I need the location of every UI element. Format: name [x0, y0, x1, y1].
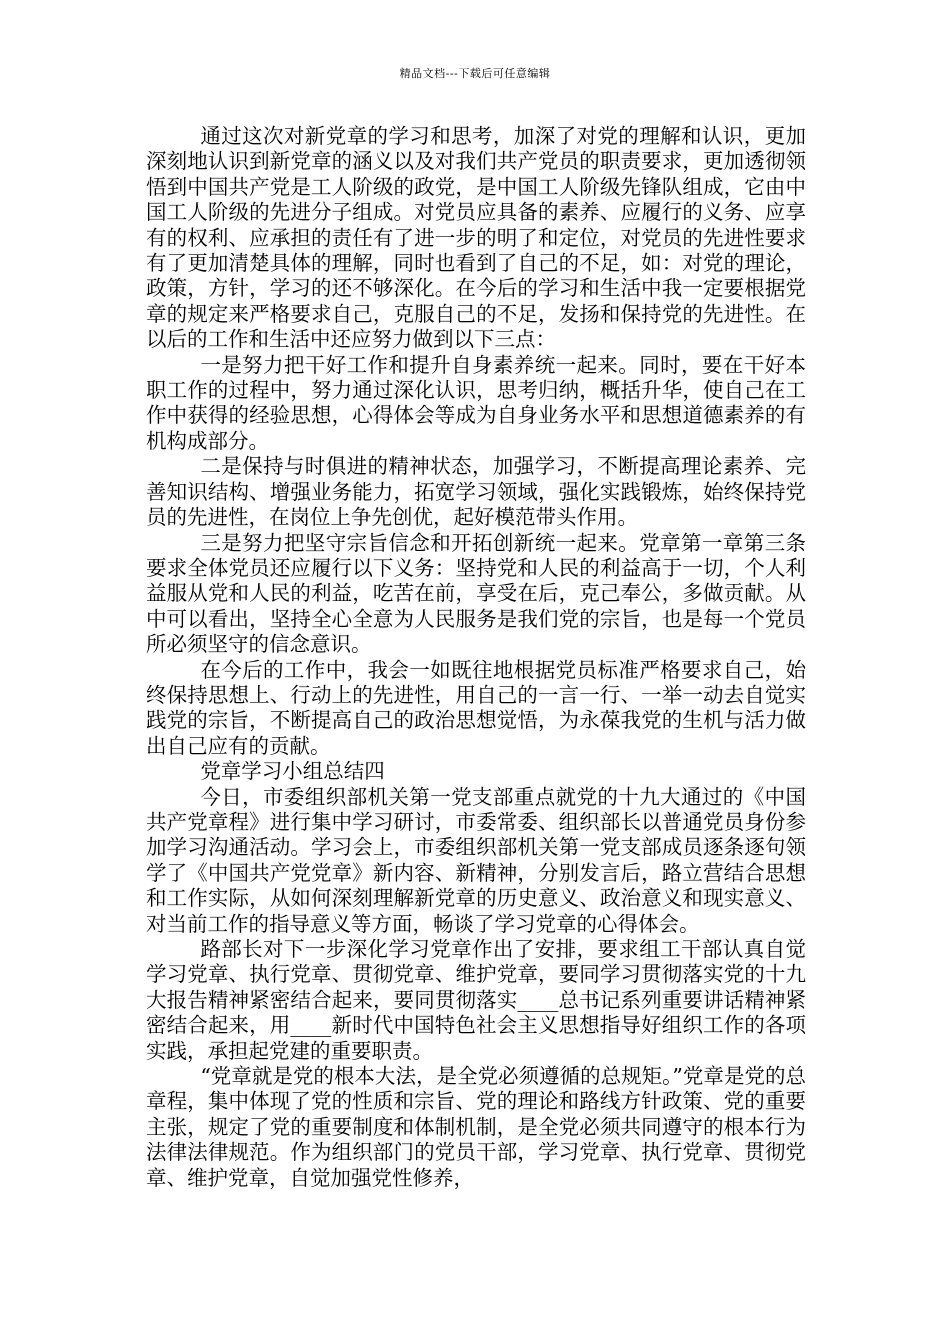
body-paragraph: 今日，市委组织部机关第一党支部重点就党的十九大通过的《中国共产党章程》进行集中学习研讨，市委常委、组织部长以普通党员身份参加学习沟通活动。学习会上，市委组织部机关第一党支部成员逐条逐句领学了《中国共产党党章》新内容、新精神，分别发言后，路立营结合思想和工作实际，从如何深刻理解新党章的历史意义、政治意义和现实意义、对当前工作的指导意义等方面，畅谈了学习党章的心得体会。	[146, 784, 806, 936]
body-paragraph: 三是努力把坚守宗旨信念和开拓创新统一起来。党章第一章第三条要求全体党员还应履行以下义务：坚持党和人民的利益高于一切，个人利益服从党和人民的利益，吃苦在前，享受在后，克己奉公，多做贡献。从中可以看出，坚持全心全意为人民服务是我们党的宗旨，也是每一个党员所必须坚守的信念意识。	[146, 530, 806, 657]
document-body	[146, 124, 806, 1191]
body-paragraph: 在今后的工作中，我会一如既往地根据党员标准严格要求自己，始终保持思想上、行动上的先进性，用自己的一言一行、一举一动去自觉实践党的宗旨，不断提高自己的政治思想觉悟，为永葆我党的生机与活力做出自己应有的贡献。	[146, 657, 806, 758]
body-paragraph: 通过这次对新党章的学习和思考，加深了对党的理解和认识，更加深刻地认识到新党章的涵义以及对我们共产党员的职责要求，更加透彻领悟到中国共产党是工人阶级的政党，是中国工人阶级先锋队组成，它由中国工人阶级的先进分子组成。对党员应具备的素养、应履行的义务、应享有的权利、应承担的责任有了进一步的明了和定位，对党员的先进性要求有了更加清楚具体的理解，同时也看到了自己的不足，如：对党的理论，政策，方针，学习的还不够深化。在今后的学习和生活中我一定要根据党章的规定来严格要求自己，克服自己的不足，发扬和保持党的先进性。在以后的工作和生活中还应努力做到以下三点：	[146, 124, 806, 352]
body-paragraph: 二是保持与时俱进的精神状态，加强学习，不断提高理论素养、完善知识结构、增强业务能力，拓宽学习领域，强化实践锻炼，始终保持党员的先进性，在岗位上争先创优，起好模范带头作用。	[146, 454, 806, 530]
page-header: 精品文档---下载后可任意编辑	[399, 67, 551, 80]
body-paragraph: “党章就是党的根本大法，是全党必须遵循的总规矩。”党章是党的总章程，集中体现了党的性质和宗旨、党的理论和路线方针政策、党的重要主张，规定了党的重要制度和体制机制，是全党必须共同遵守的根本行为法律法律规范。作为组织部门的党员干部，学习党章、执行党章、贯彻党章、维护党章，自觉加强党性修养，	[146, 1064, 806, 1190]
section-heading: 党章学习小组总结四	[200, 759, 385, 784]
body-paragraph: 一是努力把干好工作和提升自身素养统一起来。同时，要在干好本职工作的过程中，努力通过深化认识，思考归纳，概括升华，使自己在工作中获得的经验思想，心得体会等成为自身业务水平和思想道德素养的有机构成部分。	[146, 352, 806, 453]
body-paragraph: 路部长对下一步深化学习党章作出了安排，要求组工干部认真自觉学习党章、执行党章、贯彻党章、维护党章，要同学习贯彻落实党的十九大报告精神紧密结合起来，要同贯彻落实____总书记系列重要讲话精神紧密结合起来，用____新时代中国特色社会主义思想指导好组织工作的各项实践，承担起党建的重要职责。	[146, 937, 806, 1063]
